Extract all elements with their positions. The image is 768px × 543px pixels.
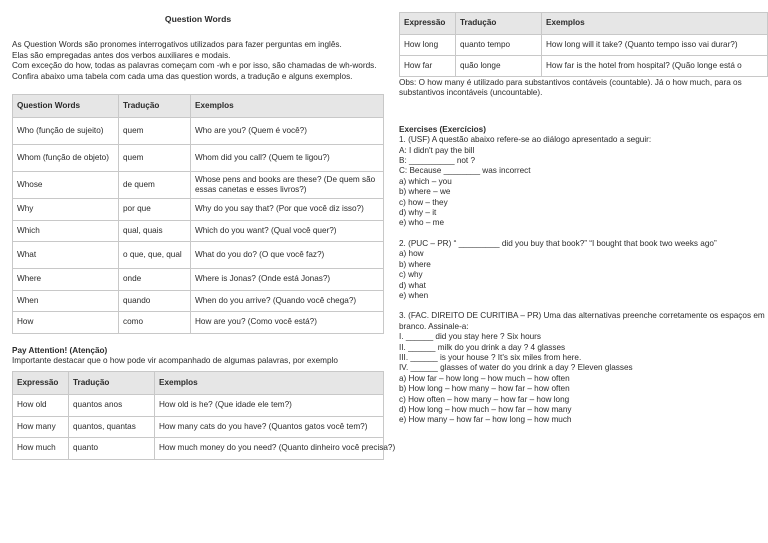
exercise-option: a) how: [399, 249, 424, 259]
how-expressions-table: [12, 371, 396, 460]
table-cell: Where: [13, 269, 119, 291]
table-cell: quantos anos: [69, 395, 155, 417]
exercise-line: I. ______ did you stay here ? Six hours: [399, 332, 542, 342]
intro-paragraph-1: As Question Words são pronomes interrogativos utilizados para fazer perguntas em inglês.: [12, 40, 342, 50]
exercise-option: d) why – it: [399, 208, 437, 218]
table-header-row: [400, 13, 768, 35]
intro-paragraph-3: Com exceção do how, todas as palavras começam com -wh e por isso, são chamadas de wh-words.: [12, 61, 377, 71]
table-header: Expressão: [400, 13, 456, 35]
table-cell: quanto: [69, 438, 155, 460]
exercise-line: C: Because ________ was incorrect: [399, 166, 531, 176]
table-cell: Which do you want? (Qual você quer?): [191, 220, 384, 242]
table-row: [13, 172, 384, 199]
exercise-option: b) where: [399, 259, 431, 269]
table-cell: qual, quais: [119, 220, 191, 242]
table-cell: How old is he? (Que idade ele tem?): [155, 395, 384, 417]
exercise-1: [399, 135, 768, 229]
table-cell: How are you? (Como você está?): [191, 312, 384, 334]
exercise-line: IV. ______ glasses of water do you drink a day ? Eleven glasses: [399, 363, 633, 373]
exercises-title: Exercises (Exercícios): [399, 124, 486, 134]
table-cell: de quem: [119, 172, 191, 199]
table-cell: How: [13, 312, 119, 334]
table-cell: Whose: [13, 172, 119, 199]
exercise-option: d) what: [399, 280, 426, 290]
document-title: Question Words: [164, 14, 232, 24]
exercise-line: II. ______ milk do you drink a day ? 4 glasses: [399, 342, 566, 352]
table-row: [13, 242, 384, 269]
table-header-row: [13, 372, 384, 395]
how-expressions-table-continued: [399, 12, 768, 77]
table-header: Tradução: [456, 13, 542, 35]
table-cell: onde: [119, 269, 191, 291]
exercise-option: e) when: [399, 290, 429, 300]
table-row: [400, 35, 768, 56]
table-row: [13, 145, 384, 172]
table-row: [13, 220, 384, 242]
table-cell: How long: [400, 35, 456, 56]
table-cell: quanto tempo: [456, 35, 542, 56]
table-row: [13, 312, 384, 334]
left-column: [12, 14, 396, 460]
attention-title: Pay Attention! (Atenção): [12, 345, 108, 355]
table-cell: Which: [13, 220, 119, 242]
table-cell: por que: [119, 199, 191, 221]
exercise-line: III. ______ is your house ? It's six miles from here.: [399, 352, 582, 362]
table-cell: What: [13, 242, 119, 269]
table-row: [13, 395, 384, 417]
table-cell: quando: [119, 290, 191, 312]
table-cell: Whose pens and books are these? (De quem são essas canetas e esses livros?): [191, 172, 384, 199]
exercise-option: c) why: [399, 270, 423, 280]
table-cell: quem: [119, 145, 191, 172]
exercise-3: [399, 311, 768, 425]
table-row: [13, 290, 384, 312]
exercise-line: B: __________ not ?: [399, 156, 476, 166]
table-cell: o que, que, qual: [119, 242, 191, 269]
intro-paragraph-4: Confira abaixo uma tabela com cada uma das question words, a tradução e alguns exemplos.: [12, 71, 353, 81]
exercise-line: A: I didn't pay the bill: [399, 145, 475, 155]
attention-body: Importante destacar que o how pode vir acompanhado de algumas palavras, por exemplo: [12, 355, 338, 365]
table-cell: quão longe: [456, 56, 542, 77]
exercise-option: c) how – they: [399, 197, 448, 207]
exercise-option: e) who – me: [399, 218, 445, 228]
table-cell: How long will it take? (Quanto tempo isso vai durar?): [542, 35, 768, 56]
exercise-line: 3. (FAC. DIREITO DE CURITIBA – PR) Uma das alternativas preenche corretamente os espaços em branco. Assinale-a:: [399, 311, 765, 331]
intro-paragraph-2: Elas são empregadas antes dos verbos auxiliares e modais.: [12, 50, 231, 60]
exercise-option: b) How long – how many – how far – how often: [399, 384, 570, 394]
table-cell: How old: [13, 395, 69, 417]
table-cell: How many: [13, 416, 69, 438]
table-header: Exemplos: [191, 95, 384, 118]
table-row: [13, 416, 384, 438]
exercise-option: a) which – you: [399, 176, 452, 186]
table-cell: quantos, quantas: [69, 416, 155, 438]
exercise-option: e) How many – how far – how long – how much: [399, 415, 572, 425]
table-row: [400, 56, 768, 77]
table-cell: Whom (função de objeto): [13, 145, 119, 172]
table-cell: Why do you say that? (Por que você diz isso?): [191, 199, 384, 221]
exercise-option: a) How far – how long – how much – how often: [399, 373, 570, 383]
table-header-row: [13, 95, 384, 118]
table-cell: Where is Jonas? (Onde está Jonas?): [191, 269, 384, 291]
intro: [12, 40, 384, 82]
table-cell: Who (função de sujeito): [13, 118, 119, 145]
exercise-2: [399, 239, 768, 301]
table-row: [13, 118, 384, 145]
table-header: Tradução: [69, 372, 155, 395]
table-header: Tradução: [119, 95, 191, 118]
table-cell: Whom did you call? (Quem te ligou?): [191, 145, 384, 172]
table-cell: When do you arrive? (Quando você chega?): [191, 290, 384, 312]
table-cell: quem: [119, 118, 191, 145]
table-row: [13, 199, 384, 221]
right-column: [399, 12, 768, 426]
table-cell: como: [119, 312, 191, 334]
table-cell: How much: [13, 438, 69, 460]
table-cell: Why: [13, 199, 119, 221]
table-header: Question Words: [13, 95, 119, 118]
exercise-option: d) How long – how much – how far – how many: [399, 404, 572, 414]
table-row: [13, 269, 384, 291]
table-header: Expressão: [13, 372, 69, 395]
observation-note: Obs: O how many é utilizado para substantivos contáveis (countable). Já o how much, para os substantivos incontáveis (uncountable).: [399, 78, 742, 98]
question-words-table: [12, 94, 384, 334]
table-cell: How far is the hotel from hospital? (Quão longe está o: [542, 56, 768, 77]
table-cell: How much money do you need? (Quanto dinheiro você precisa?): [155, 438, 384, 460]
table-cell: How far: [400, 56, 456, 77]
table-row: [13, 438, 384, 460]
table-cell: Who are you? (Quem é você?): [191, 118, 384, 145]
exercise-line: 2. (PUC – PR) “ _________ did you buy that book?” “I bought that book two weeks ago”: [399, 238, 717, 248]
table-header: Exemplos: [542, 13, 768, 35]
table-header: Exemplos: [155, 372, 384, 395]
table-cell: What do you do? (O que você faz?): [191, 242, 384, 269]
table-cell: When: [13, 290, 119, 312]
table-cell: How many cats do you have? (Quantos gatos você tem?): [155, 416, 384, 438]
exercise-line: 1. (USF) A questão abaixo refere-se ao diálogo apresentado a seguir:: [399, 135, 652, 145]
exercise-option: b) where – we: [399, 187, 451, 197]
exercise-option: c) How often – how many – how far – how long: [399, 394, 570, 404]
